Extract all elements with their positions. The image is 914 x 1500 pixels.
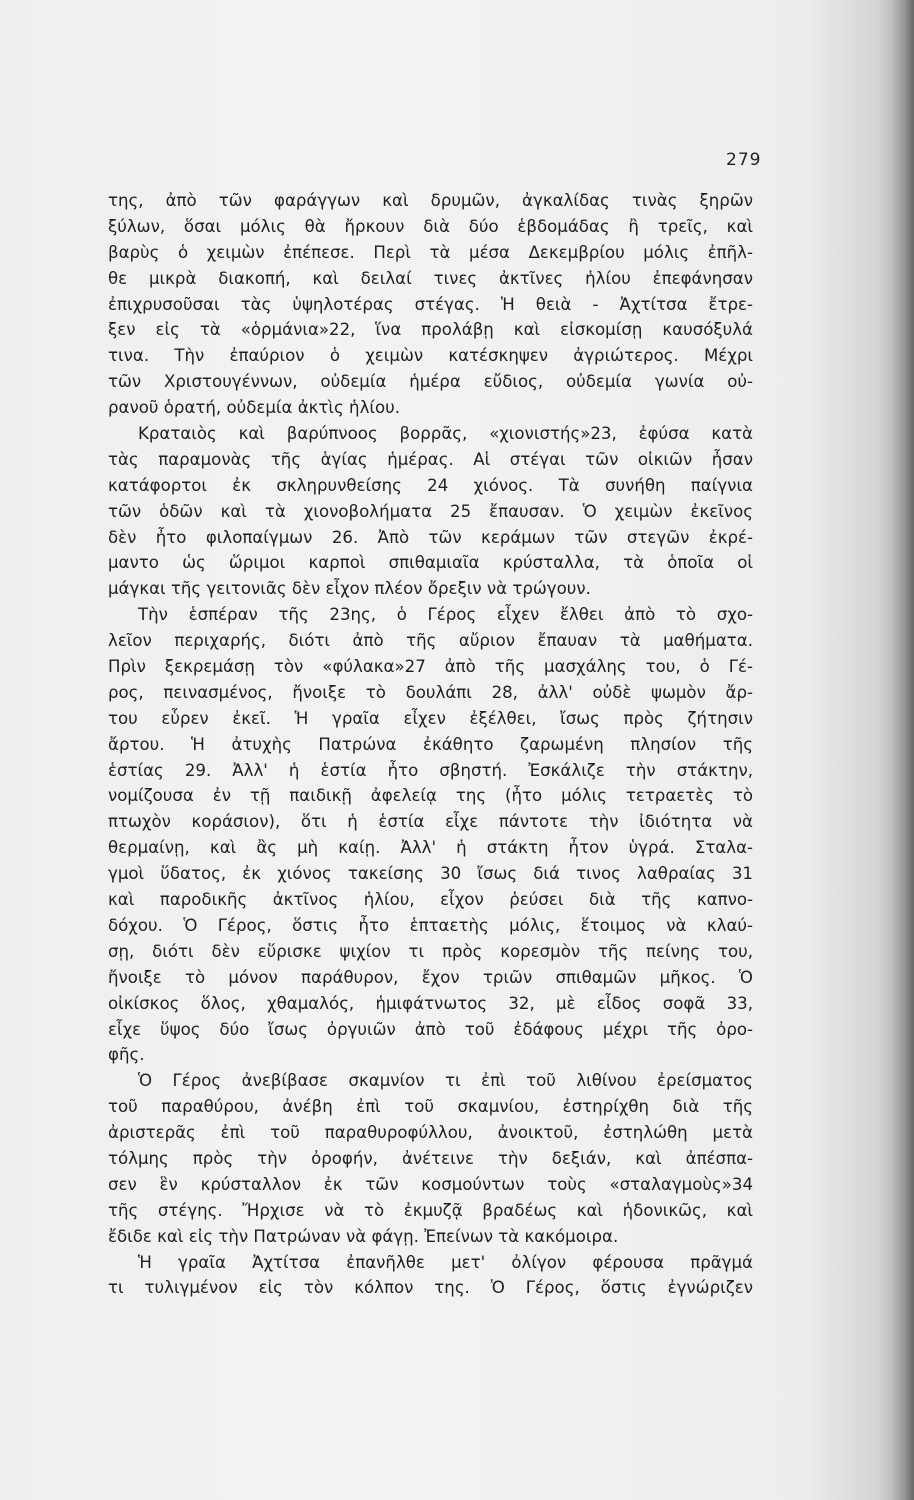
text-line: φῆς. bbox=[108, 1045, 145, 1065]
text-line: ἄρτου. Ἡ ἀτυχὴς Πατρώνα ἐκάθητο ζαρωμένη πλησίον τῆς bbox=[108, 734, 753, 754]
text-line: οἰκίσκος ὅλος, χθαμαλός, ἡμιφάτνωτος 32, μὲ εἶδος σοφᾶ 33, bbox=[108, 993, 753, 1013]
text-line: τῆς στέγης. Ἤρχισε νὰ τὸ ἐκμυζᾷ βραδέως καὶ ἡδονικῶς, καὶ bbox=[108, 1200, 753, 1220]
text-line: καὶ παροδικῆς ἀκτῖνος ἡλίου, εἶχον ῥεύσει διὰ τῆς καπνο- bbox=[108, 890, 753, 910]
text-line: μάγκαι τῆς γειτονιᾶς δὲν εἶχον πλέον ὄρεξιν νὰ τρώγουν. bbox=[108, 579, 591, 599]
text-line: τόλμης πρὸς τὴν ὀροφήν, ἀνέτεινε τὴν δεξιάν, καὶ ἀπέσπα- bbox=[108, 1148, 753, 1168]
text-line: της, ἀπὸ τῶν φαράγγων καὶ δρυμῶν, ἀγκαλίδας τινὰς ξηρῶν bbox=[108, 191, 753, 210]
text-line: τοῦ παραθύρου, ἀνέβη ἐπὶ τοῦ σκαμνίου, ἐστηρίχθη διὰ τῆς bbox=[108, 1097, 753, 1117]
text-line: τινα. Τὴν ἐπαύριον ὁ χειμὼν κατέσκηψεν ἀγριώτερος. Μέχρι bbox=[108, 346, 753, 366]
text-line: τὰς παραμονὰς τῆς ἁγίας ἡμέρας. Αἱ στέγαι τῶν οἰκιῶν ἦσαν bbox=[108, 449, 753, 469]
body-text bbox=[108, 188, 753, 1301]
text-line: ἑστίας 29. Ἀλλ' ἡ ἑστία ἦτο σβηστή. Ἐσκάλιζε τὴν στάκτην, bbox=[108, 760, 753, 780]
text-line: ἔδιδε καὶ εἰς τὴν Πατρώναν νὰ φάγῃ. Ἐπείνων τὰ κακόμοιρα. bbox=[108, 1226, 619, 1246]
text-line: δόχου. Ὁ Γέρος, ὅστις ἦτο ἑπταετὴς μόλις, ἕτοιμος νὰ κλαύ- bbox=[108, 915, 753, 935]
text-line: τι τυλιγμένον εἰς τὸν κόλπον της. Ὁ Γέρος, ὅστις ἐγνώριζεν bbox=[108, 1278, 753, 1298]
text-line: ρος, πεινασμένος, ἤνοιξε τὸ δουλάπι 28, ἀλλ' οὐδὲ ψωμὸν ἄρ- bbox=[108, 682, 753, 702]
text-line: θερμαίνῃ, καὶ ἂς μὴ καίῃ. Ἀλλ' ἡ στάκτη ἦτον ὑγρά. Σταλα- bbox=[108, 838, 753, 858]
paragraph-first-line: Ἡ γραῖα Ἀχτίτσα ἐπανῆλθε μετ' ὀλίγον φέρουσα πρᾶγμά bbox=[138, 1252, 753, 1272]
text-line: γμοὶ ὕδατος, ἐκ χιόνος τακείσης 30 ἴσως διά τινος λαθραίας 31 bbox=[108, 864, 753, 884]
text-line: βαρὺς ὁ χειμὼν ἐπέπεσε. Περὶ τὰ μέσα Δεκεμβρίου μόλις ἐπῆλ- bbox=[108, 242, 753, 262]
text-line: ἤνοιξε τὸ μόνον παράθυρον, ἔχον τριῶν σπιθαμῶν μῆκος. Ὁ bbox=[108, 967, 753, 987]
text-line: τῶν Χριστουγέννων, οὐδεμία ἡμέρα εὔδιος, οὐδεμία γωνία οὐ- bbox=[108, 372, 753, 392]
text-line: σῃ, διότι δὲν εὕρισκε ψιχίον τι πρὸς κορεσμὸν τῆς πείνης του, bbox=[108, 941, 753, 961]
text-line: τῶν ὁδῶν καὶ τὰ χιονοβολήματα 25 ἔπαυσαν. Ὁ χειμὼν ἐκεῖνος bbox=[108, 501, 753, 521]
paragraph-first-line: Ὁ Γέρος ἀνεβίβασε σκαμνίον τι ἐπὶ τοῦ λιθίνου ἐρείσματος bbox=[138, 1071, 753, 1091]
paragraph-first-line: Τὴν ἑσπέραν τῆς 23ης, ὁ Γέρος εἶχεν ἔλθει ἀπὸ τὸ σχο- bbox=[138, 605, 753, 625]
text-line: δὲν ἦτο φιλοπαίγμων 26. Ἀπὸ τῶν κεράμων τῶν στεγῶν ἐκρέ- bbox=[108, 527, 753, 547]
text-line: ἀριστερᾶς ἐπὶ τοῦ παραθυροφύλλου, ἀνοικτοῦ, ἐστηλώθη μετὰ bbox=[108, 1123, 753, 1143]
text-line: ἐπιχρυσοῦσαι τὰς ὑψηλοτέρας στέγας. Ἡ θειὰ - Ἀχτίτσα ἔτρε- bbox=[108, 294, 753, 314]
text-line: Πρὶν ξεκρεμάσῃ τὸν «φύλακα»27 ἀπὸ τῆς μασχάλης του, ὁ Γέ- bbox=[108, 657, 753, 677]
text-line: ξύλων, ὅσαι μόλις θὰ ἤρκουν διὰ δύο ἑβδομάδας ἢ τρεῖς, καὶ bbox=[108, 216, 753, 236]
text-line: σεν ἓν κρύσταλλον ἐκ τῶν κοσμούντων τοὺς «σταλαγμοὺς»34 bbox=[108, 1174, 753, 1194]
text-line: πτωχὸν κοράσιον), ὅτι ἡ ἑστία εἶχε πάντοτε τὴν ἰδιότητα νὰ bbox=[108, 812, 753, 832]
page-number: 279 bbox=[726, 150, 762, 170]
text-line: ρανοῦ ὁρατή, οὐδεμία ἀκτὶς ἡλίου. bbox=[108, 398, 401, 418]
paragraph-first-line: Κραταιὸς καὶ βαρύπνοος βορρᾶς, «χιονιστής»23, ἐφύσα κατὰ bbox=[138, 424, 753, 444]
text-line: μαντο ὡς ὥριμοι καρποὶ σπιθαμιαῖα κρύσταλλα, τὰ ὁποῖα οἱ bbox=[108, 553, 753, 573]
text-line: του εὗρεν ἐκεῖ. Ἡ γραῖα εἶχεν ἐξέλθει, ἴσως πρὸς ζήτησιν bbox=[108, 708, 753, 728]
text-line: λεῖον περιχαρής, διότι ἀπὸ τῆς αὔριον ἔπαυαν τὰ μαθήματα. bbox=[108, 631, 753, 651]
text-line: εἶχε ὕψος δύο ἴσως ὀργυιῶν ἀπὸ τοῦ ἐδάφους μέχρι τῆς ὀρο- bbox=[108, 1019, 753, 1039]
text-line: θε μικρὰ διακοπή, καὶ δειλαί τινες ἀκτῖνες ἡλίου ἐπεφάνησαν bbox=[108, 268, 753, 288]
text-line: κατάφορτοι ἐκ σκληρυνθείσης 24 χιόνος. Τὰ συνήθη παίγνια bbox=[108, 475, 753, 495]
text-line: ξεν εἰς τὰ «ὁρμάνια»22, ἵνα προλάβῃ καὶ εἰσκομίσῃ καυσόξυλά bbox=[108, 320, 753, 340]
text-line: νομίζουσα ἐν τῇ παιδικῇ ἀφελείᾳ της (ἦτο μόλις τετραετὲς τὸ bbox=[108, 786, 753, 806]
page-edge-shadow bbox=[892, 0, 914, 1500]
